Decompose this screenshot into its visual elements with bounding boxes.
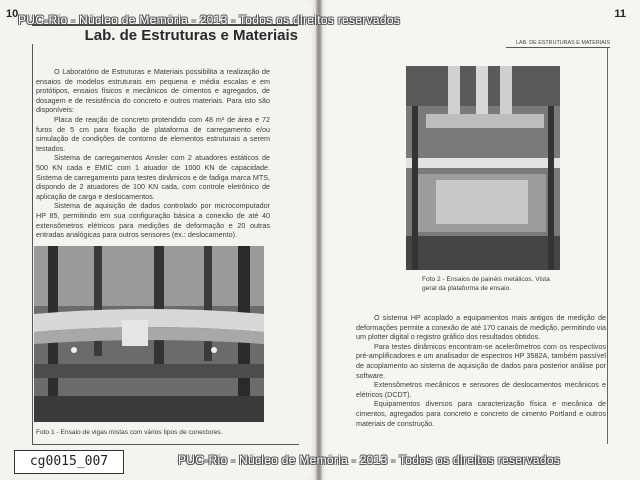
right-body-text	[356, 313, 606, 428]
left-paragraph: O Laboratório de Estruturas e Materiais possibilita a realização de ensaios de modelos estruturais em pequena e média escalas e em protótipos, ensaios físicos e mecânicos de cimentos e agregados, de dosagem e de resistência do concreto e outros materiais. Para isto são disponíveis:	[36, 67, 270, 115]
document-id-label: cg0015_007	[14, 450, 124, 474]
running-head: LAB. DE ESTRUTURAS E MATERIAIS	[506, 40, 610, 48]
photo-panel-test-image	[406, 66, 560, 270]
left-paragraph: Sistema de carregamentos Amsler com 2 atuadores estáticos de 500 KN cada e EMIC com 1 atuador de 1000 KN de capacidade. Sistema de carregamento para testes dinâmicos e de fadiga marca MTS, dispondo de 2 atuadores de 100 KN cada, com controle eletrônico de aplicação de carga e deslocamentos.	[36, 153, 270, 201]
right-page-frame	[607, 48, 608, 444]
photo-beam-test	[34, 246, 264, 422]
left-paragraph: Placa de reação de concreto protendido com 48 m² de área e 72 furos de 5 cm para fixação de plataforma de carregamento e/ou simulação de condições de contorno de elementos estruturais a serem testados.	[36, 114, 270, 153]
right-paragraph: Extensômetros mecânicos e sensores de deslocamentos mecânicos e elétricos (DCDT).	[356, 380, 606, 399]
right-page-number: 11	[614, 8, 626, 20]
right-paragraph: Para testes dinâmicos encontram-se acelerômetros com os respectivos pré-amplificadores e um analisador de espectros HP 3582A, também passível de acoplamento ao sistema de aquisição de dados para posterior análise por software.	[356, 341, 606, 380]
photo-panel-test	[406, 66, 560, 270]
book-gutter	[316, 0, 322, 480]
photo-2-caption: Foto 2 - Ensaios de painéis metálicos. Vista geral da plataforma de ensaio.	[422, 276, 550, 292]
left-body-text	[36, 67, 270, 240]
right-paragraph: Equipamentos diversos para caracterização física e mecânica de cimentos, agregados para concreto e concreto de cimento Portland e outros materiais de construção.	[356, 399, 606, 428]
photo-beam-test-image	[34, 246, 264, 422]
section-title-block	[32, 24, 298, 46]
section-title: Lab. de Estruturas e Materiais	[84, 27, 298, 44]
left-page-number: 10	[6, 8, 19, 20]
watermark-bottom: PUC-Rio - Núcleo de Memória - 2013 - Todos os direitos reservados	[178, 453, 561, 467]
right-paragraph: O sistema HP acoplado a equipamentos mais antigos de medição de deformações permite a conexão de até 170 canais de medição, permitindo via um plotter digital o registro gráfico dos resultados obtidos.	[356, 313, 606, 342]
photo-1-caption: Foto 1 - Ensaio de vigas mistas com vários tipos de conectores.	[36, 429, 223, 436]
left-paragraph: Sistema de aquisição de dados controlado por microcomputador HP 85, permitindo em sua configuração básica a conexão de até 40 extensômetros elétricos para medições de deformação e 20 outras entradas analógicas para outros sensores (ex.: deslocamento).	[36, 201, 270, 240]
watermark-top: PUC-Rio - Núcleo de Memória - 2013 - Todos os direitos reservados	[18, 13, 401, 27]
